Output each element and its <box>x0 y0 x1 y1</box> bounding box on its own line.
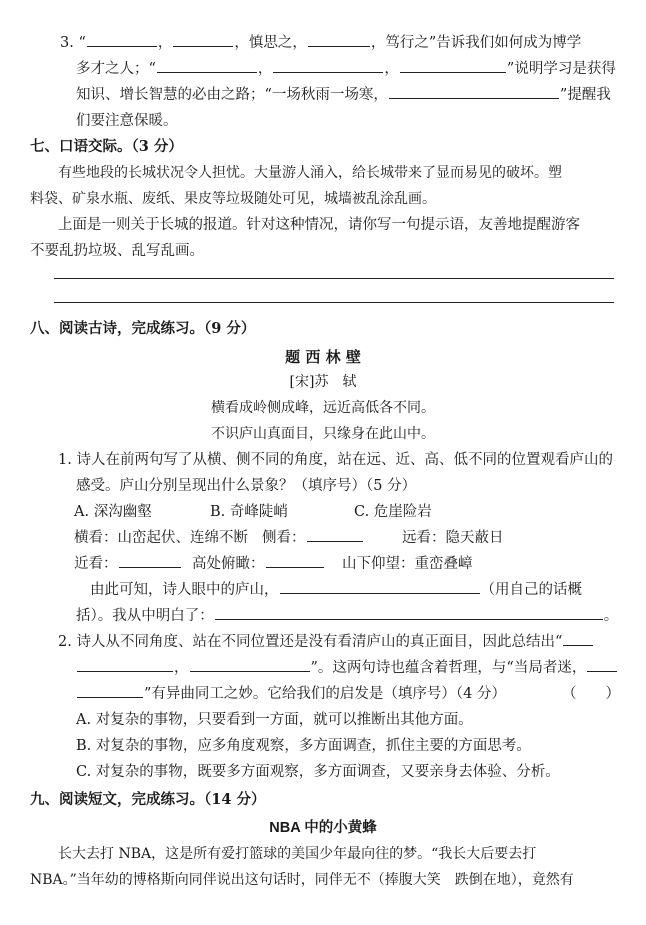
q1-shanxia: 山下仰望：重峦叠嶂 <box>342 556 473 572</box>
answer-blank[interactable] <box>266 553 324 568</box>
q3-line2: 多才之人；“ ， ， ”说明学习是获得 <box>76 58 616 80</box>
option-a: A. 深沟幽壑 <box>74 504 152 520</box>
section-7-instruction: 上面是一则关于长城的报道。针对这种情况，请你写一句提示语，友善地提醒游客 <box>58 217 580 233</box>
answer-blank[interactable] <box>119 553 181 568</box>
answer-blank[interactable] <box>87 32 157 47</box>
q1-yuan: 远看：隐天蔽日 <box>402 530 504 546</box>
answer-blank[interactable] <box>157 58 257 73</box>
q1-heng: 横看：山峦起伏、连绵不断 <box>74 530 248 546</box>
answer-blank[interactable] <box>77 683 143 698</box>
answer-blank[interactable] <box>215 605 603 620</box>
answer-blank[interactable] <box>273 58 383 73</box>
q2-answer-paren[interactable]: （ ） <box>562 686 620 702</box>
q1-line2: 感受。庐山分别呈现出什么景象？（填序号）（5 分） <box>76 478 417 494</box>
q1-line6: 括）。我从中明白了： 。 <box>76 605 618 627</box>
answer-blank[interactable] <box>389 84 559 99</box>
q1-ce: 侧看： <box>262 527 364 549</box>
q2-line1: 2. 诗人从不同角度、站在不同位置还是没有看清庐山的真正面目，因此总结出“ <box>58 631 594 653</box>
q1-gaochu: 高处俯瞰： <box>192 553 325 575</box>
answer-blank[interactable] <box>308 32 370 47</box>
q1-options <box>210 501 288 523</box>
answer-blank[interactable] <box>77 657 173 672</box>
q1-options <box>354 501 432 523</box>
passage-paragraph: NBA。”当年幼的博格斯向同伴说出这句话时，同伴无不（捧腹大笑 跌倒在地），竟然有 <box>30 872 574 888</box>
section-7-report: 有些地段的长城状况令人担忧。大量游人涌入，给长城带来了显而易见的破坏。塑 <box>58 165 562 181</box>
q1-options <box>74 501 152 523</box>
answer-blank[interactable] <box>190 657 310 672</box>
answer-blank[interactable] <box>307 527 363 542</box>
q1-jin: 近看： <box>74 553 182 575</box>
q1-line1: 1. 诗人在前两句写了从横、侧不同的角度，站在远、近、高、低不同的位置观看庐山的 <box>58 452 613 468</box>
section-9-heading: 九、阅读短文，完成练习。（14 分） <box>30 791 266 808</box>
q2-option-b: B. 对复杂的事物，应多角度观察，多方面调查，抓住主要的方面思考。 <box>76 738 531 754</box>
section-7-report: 料袋、矿泉水瓶、废纸、果皮等垃圾随处可见，城墙被乱涂乱画。 <box>30 191 436 207</box>
q3-line1: 3. “ ， ，慎思之， ，笃行之”告诉我们如何成为博学 <box>60 32 581 54</box>
answer-blank[interactable] <box>280 579 480 594</box>
answer-line[interactable] <box>54 278 614 279</box>
q1-line5: 由此可知，诗人眼中的庐山， （用自己的话概 <box>90 579 582 601</box>
answer-blank[interactable] <box>587 657 617 672</box>
answer-line[interactable] <box>54 302 614 303</box>
q2-line3: ”有异曲同工之妙。它给我们的启发是（填序号）（4 分） <box>76 683 506 705</box>
poem-line: 不识庐山真面目，只缘身在此山中。 <box>211 426 435 442</box>
option-b: B. 奇峰陡峭 <box>210 504 288 520</box>
section-7-instruction: 不要乱扔垃圾、乱写乱画。 <box>30 243 204 259</box>
q2-option-a: A. 对复杂的事物，只要看到一方面，就可以推断出其他方面。 <box>76 712 473 728</box>
poem-author: [宋]苏 轼 <box>289 374 357 390</box>
q2-line2: ， ”。这两句诗也蕴含着哲理，与“当局者迷， <box>76 657 618 679</box>
q3-line3: 知识、增长智慧的必由之路；“一场秋雨一场寒， ”提醒我 <box>76 84 611 106</box>
q2-option-c: C. 对复杂的事物，既要多方面观察，多方面调查，又要亲身去体验、分析。 <box>76 764 560 780</box>
option-c: C. 危崖险岩 <box>354 504 432 520</box>
passage-paragraph: 长大去打 NBA，这是所有爱打篮球的美国少年最向往的梦。“我长大后要去打 <box>58 846 537 862</box>
q3-line4: 们要注意保暖。 <box>76 113 178 129</box>
q3-number: 3. <box>60 35 74 51</box>
poem-title: 题 西 林 壁 <box>285 348 361 366</box>
poem-line: 横看成岭侧成峰，远近高低各不同。 <box>211 400 435 416</box>
section-7-heading: 七、口语交际。（3 分） <box>30 138 183 155</box>
passage-title: NBA 中的小黄蜂 <box>269 820 377 836</box>
answer-blank[interactable] <box>173 32 233 47</box>
answer-blank[interactable] <box>400 58 506 73</box>
section-8-heading: 八、阅读古诗，完成练习。（9 分） <box>30 320 256 337</box>
answer-blank[interactable] <box>563 631 593 646</box>
